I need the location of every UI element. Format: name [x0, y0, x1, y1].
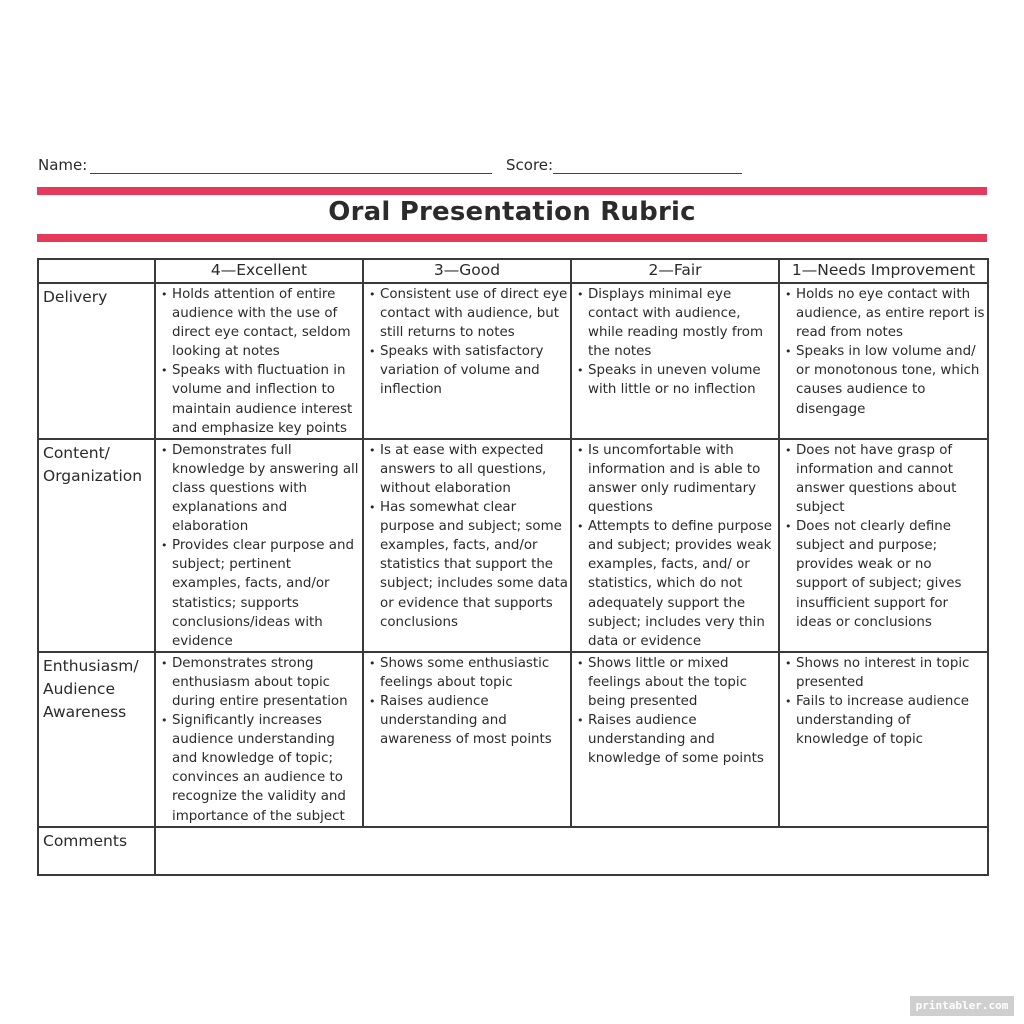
rubric-row-enthusiasm	[38, 652, 988, 827]
rubric-cell	[363, 283, 571, 439]
column-header-good: 3—Good	[363, 259, 571, 283]
criterion-bullet: • Holds attention of entire audience with the use of direct eye contact, seldom looking at notes	[156, 285, 362, 361]
rubric-cell	[363, 439, 571, 652]
score-field[interactable]	[553, 173, 742, 174]
criterion-bullet: • Attempts to define purpose and subject; provides weak examples, facts, and/ or statistics, which do not adequately support the subject; includes very thin data or evidence	[572, 517, 778, 651]
criterion-bullet: • Significantly increases audience understanding and knowledge of topic; convinces an audience to recognize the validity and importance of the subject	[156, 711, 362, 826]
criterion-bullet: • Raises audience understanding and knowledge of some points	[572, 711, 778, 768]
criterion-bullet: • Speaks in uneven volume with little or no inflection	[572, 361, 778, 399]
criterion-bullet: • Is at ease with expected answers to all questions, without elaboration	[364, 441, 570, 498]
criterion-bullet: • Displays minimal eye contact with audience, while reading mostly from the notes	[572, 285, 778, 361]
rubric-table	[37, 258, 989, 876]
rubric-cell	[779, 439, 988, 652]
criterion-bullet: • Shows no interest in topic presented	[780, 654, 987, 692]
rubric-cell	[779, 652, 988, 827]
rubric-cell	[363, 652, 571, 827]
rubric-cell	[571, 439, 779, 652]
criterion-bullet: • Consistent use of direct eye contact with audience, but still returns to notes	[364, 285, 570, 342]
rubric-cell	[155, 439, 363, 652]
criterion-bullet: • Is uncomfortable with information and is able to answer only rudimentary questions	[572, 441, 778, 517]
criterion-bullet: • Holds no eye contact with audience, as entire report is read from notes	[780, 285, 987, 342]
criterion-bullet: • Speaks in low volume and/ or monotonous tone, which causes audience to disengage	[780, 342, 987, 418]
comments-row	[38, 827, 988, 875]
header-fields	[38, 152, 986, 178]
row-label: Enthusiasm/ Audience Awareness	[38, 652, 155, 827]
criterion-bullet: • Shows little or mixed feelings about the topic being presented	[572, 654, 778, 711]
criterion-bullet: • Has somewhat clear purpose and subject; some examples, facts, and/or statistics that support the subject; includes some data or evidence that supports conclusions	[364, 498, 570, 632]
page-title: Oral Presentation Rubric	[328, 197, 696, 227]
column-header-fair: 2—Fair	[571, 259, 779, 283]
criterion-bullet: • Speaks with fluctuation in volume and inflection to maintain audience interest and emphasize key points	[156, 361, 362, 437]
score-label: Score:	[506, 156, 554, 174]
criterion-bullet: • Does not clearly define subject and purpose; provides weak or no support of subject; gives insufficient support for ideas or conclusions	[780, 517, 987, 632]
rubric-cell	[155, 283, 363, 439]
comments-field[interactable]	[155, 827, 988, 875]
rubric-row-delivery	[38, 283, 988, 439]
header-row	[38, 259, 988, 283]
rubric-cell	[571, 652, 779, 827]
criterion-bullet: • Demonstrates strong enthusiasm about topic during entire presentation	[156, 654, 362, 711]
column-header-needs-improvement: 1—Needs Improvement	[779, 259, 988, 283]
criterion-bullet: • Does not have grasp of information and cannot answer questions about subject	[780, 441, 987, 517]
criterion-bullet: • Provides clear purpose and subject; pertinent examples, facts, and/or statistics; supports conclusions/ideas with evidence	[156, 536, 362, 651]
rubric-row-content-organization	[38, 439, 988, 652]
name-field[interactable]	[90, 173, 492, 174]
rubric-cell	[779, 283, 988, 439]
corner-cell	[38, 259, 155, 283]
row-label: Content/ Organization	[38, 439, 155, 652]
criterion-bullet: • Shows some enthusiastic feelings about topic	[364, 654, 570, 692]
rubric-cell	[571, 283, 779, 439]
top-divider	[37, 187, 987, 195]
watermark-logo: printabler.com	[910, 996, 1014, 1016]
criterion-bullet: • Raises audience understanding and awareness of most points	[364, 692, 570, 749]
name-label: Name:	[38, 156, 88, 174]
criterion-bullet: • Fails to increase audience understanding of knowledge of topic	[780, 692, 987, 749]
criterion-bullet: • Demonstrates full knowledge by answering all class questions with explanations and elaboration	[156, 441, 362, 536]
comments-label: Comments	[38, 827, 155, 875]
column-header-excellent: 4—Excellent	[155, 259, 363, 283]
row-label: Delivery	[38, 283, 155, 439]
criterion-bullet: • Speaks with satisfactory variation of volume and inflection	[364, 342, 570, 399]
rubric-cell	[155, 652, 363, 827]
bottom-divider	[37, 234, 987, 242]
